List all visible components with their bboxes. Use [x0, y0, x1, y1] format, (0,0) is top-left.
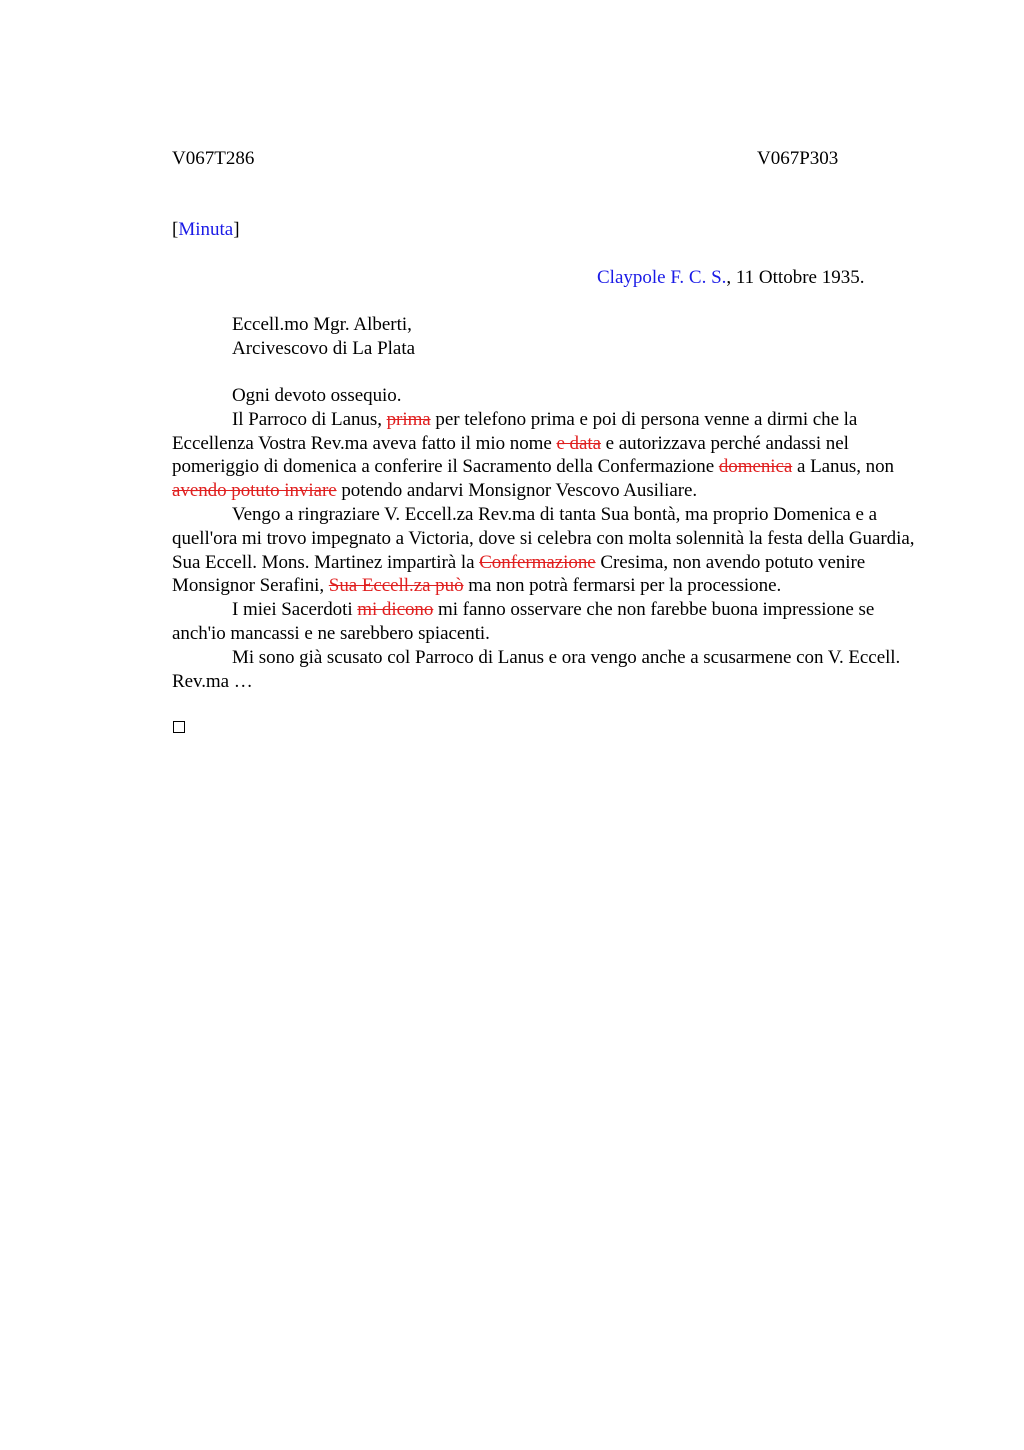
deleted-text: prima [386, 408, 431, 430]
deleted-text: Confermazione [479, 551, 596, 573]
paragraph-text: I miei Sacerdoti [232, 599, 358, 621]
paragraph-text: e autorizzava perché andassi nel pomeriggio di domenica a conferire il Sacramento della Confermazione [172, 432, 849, 478]
paragraph-3 [172, 503, 932, 598]
recipient-address [232, 313, 415, 361]
address-line-2: Arcivescovo di La Plata [232, 338, 416, 359]
paragraph-text: ma non potrà fermarsi per la processione. [463, 575, 782, 597]
paragraph-4 [172, 598, 932, 646]
address-line-1: Eccell.mo Mgr. Alberti, [232, 314, 412, 335]
paragraph-1 [172, 384, 932, 408]
deleted-text: avendo potuto inviare [172, 480, 337, 502]
square-icon [173, 721, 185, 733]
paragraph-text: Il Parroco di Lanus, [232, 408, 387, 430]
letter-body [172, 384, 932, 693]
paragraph-text: Vengo a ringraziare V. Eccell.za Rev.ma di tanta Sua bontà, ma proprio Domenica e a quell'ora mi trovo impegnato a Victoria, dove si celebra con molta solennità la festa della Guardia, Sua Eccell. Mons. Martinez impartirà la [172, 503, 915, 573]
date-text: , 11 Ottobre 1935. [726, 267, 865, 288]
deleted-text: Sua Eccell.za può [328, 575, 464, 597]
paragraph-5 [172, 646, 932, 694]
paragraph-text: Ogni devoto ossequio. [232, 385, 402, 406]
document-code-left: V067T286 [172, 148, 255, 169]
document-code-right: V067P303 [757, 148, 839, 169]
deleted-text: e data [556, 432, 601, 454]
paragraph-text: Mi sono già scusato col Parroco di Lanus e ora vengo anche a scusarmene con V. Eccell. Rev.ma … [172, 646, 901, 692]
minuta-label [172, 218, 240, 242]
deleted-text: domenica [718, 456, 793, 478]
paragraph-text: per telefono prima e poi di persona venne a dirmi che la Eccellenza Vostra Rev.ma aveva fatto il mio nome [172, 408, 858, 454]
minuta-link[interactable]: Minuta [178, 219, 234, 240]
paragraph-text: a Lanus, non [792, 456, 894, 478]
paragraph-text: Cresima, non avendo potuto venire Monsignor Serafini, [172, 551, 866, 597]
paragraph-text: mi fanno osservare che non farebbe buona impressione se anch'io mancassi e ne sarebbero spiacenti. [172, 599, 875, 644]
paragraph-2 [172, 408, 932, 503]
minuta-open-bracket: [ [172, 219, 179, 240]
dateline [597, 266, 864, 290]
deleted-text: mi dicono [357, 599, 434, 621]
place-link[interactable]: Claypole F. C. S. [597, 267, 727, 288]
minuta-close-bracket: ] [233, 219, 240, 240]
paragraph-text: potendo andarvi Monsignor Vescovo Ausiliare. [336, 480, 698, 502]
